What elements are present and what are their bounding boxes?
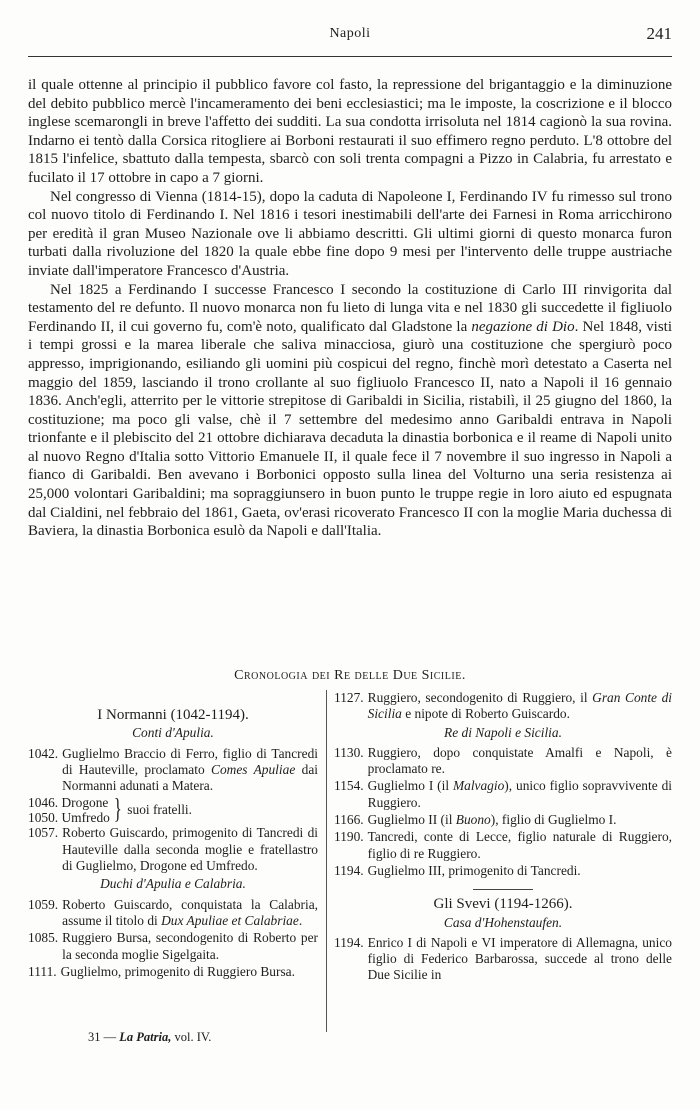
entry-year: 1059.	[28, 896, 59, 912]
entry-text: Roberto Guiscardo, primogenito di Tancredi di Hauteville dalla seconda moglie e fratellastro di Guglielmo, Drogone ed Umfredo.	[62, 825, 318, 874]
entry-text-b: e nipote di Roberto Guiscardo.	[401, 706, 570, 722]
section-heading-normanni: I Normanni (1042-1194).	[97, 707, 249, 723]
entry-1059	[28, 897, 318, 930]
paragraph-1: il quale ottenne al principio il pubblico favore col fasto, la repressione del brigantaggio e la diminuzione del debito pubblico mercè l'incameramento dei beni ecclesiastici; ma le imposte, la coscrizione e il blocco inglese scemarongli in breve l'affetto dei sudditi. La sua condotta irrisoluta nel 1814 cagionò la sua rovina. Indarno ei tentò dalla Corsica ritogliere ai Borboni restaurati il suo effimero regno perduto. L'8 ottobre del 1815 l'infelice, sbattuto dalla tempesta, sbarcò con soli trenta compagni a Pizzo in Calabria, fu arrestato e fucilato il 17 ottobre in capo a 7 giorni.	[28, 77, 672, 186]
entry-text: Guglielmo, primogenito di Ruggiero Bursa.	[60, 963, 295, 979]
entry-1194a	[334, 863, 672, 879]
entry-text-b: ), figlio di Guglielmo I.	[490, 812, 617, 828]
entry-1050	[28, 810, 110, 825]
chronology-title: Cronologia dei Re delle Due Sicilie.	[234, 668, 466, 683]
entry-year: 1127.	[334, 690, 364, 705]
entry-text: suoi fratelli.	[127, 802, 193, 818]
entry-italic: Dux Apuliae et Calabriae	[161, 912, 299, 928]
entry-text: Ruggiero, dopo conquistate Amalfi e Napoli, è proclamato re.	[367, 744, 672, 777]
paragraph-3-text-a: Nel 1825 a Ferdinando I successe Francesco I secondo la costituzione di Carlo III rinvigorita dal testamento del re defunto. Il nuovo monarca non fu lieto di lunga vita e nel 1830 gli succedette il figliuolo Ferdinando II, il cui governo fu, com'è noto, qualificato dal Gladstone la	[28, 281, 672, 335]
entry-text	[364, 812, 672, 828]
entry-1190	[334, 829, 672, 862]
entry-italic: Comes Apuliae	[211, 761, 296, 777]
subheading-hohenstaufen: Casa d'Hohenstaufen.	[443, 914, 563, 930]
entry-text-a: Roberto Guiscardo, conquistata la Calabria, assume il titolo di	[62, 896, 318, 928]
entry-text-a: Guglielmo II (il	[367, 812, 456, 828]
entry-year: 1085.	[28, 930, 59, 946]
entry-text-a: Guglielmo I (il	[367, 778, 453, 794]
entry-italic: Buono	[455, 812, 491, 828]
paragraph-2: Nel congresso di Vienna (1814-15), dopo la caduta di Napoleone I, Ferdinando IV fu rimesso sul trono col nuovo titolo di Ferdinando I. Nel 1816 i tesori inestimabili dell'arte dei Farnesi in Roma arricchirono per eredità il gran Museo Nazionale ove li abbiamo descritti. Gli ultimi giorni di questo monarca furon turbati dalla rivoluzione del 1820 la quale ebbe fine dopo 9 mesi per l'intervento delle truppe austriache inviate dall'imperatore Francesco d'Austria.	[28, 188, 672, 279]
column-divider	[326, 690, 327, 1032]
volume-number: vol. IV.	[174, 1030, 212, 1044]
subheading-conti: Conti d'Apulia.	[132, 725, 214, 741]
main-text	[28, 76, 672, 541]
entry-italic: Malvagio	[452, 778, 505, 794]
entry-1130	[334, 745, 672, 778]
entry-year: 1130.	[334, 744, 364, 760]
entry-text-b: ), unico figlio sopravvivente di Ruggiero.	[367, 778, 672, 810]
entry-year: 1194.	[334, 934, 364, 950]
entry-1046	[28, 795, 110, 810]
entry-1194b	[334, 935, 672, 984]
entry-year: 1111.	[28, 963, 57, 979]
entry-year: 1042.	[28, 745, 59, 761]
entry-text	[364, 778, 672, 811]
right-column	[334, 690, 672, 985]
entry-text: Guglielmo III, primogenito di Tancredi.	[367, 862, 581, 878]
page-header	[28, 22, 672, 57]
entry-text-b: dai Normanni adunati a Matera.	[62, 761, 318, 794]
entry-year: 1190.	[334, 829, 364, 845]
page-footer	[88, 1030, 211, 1045]
entry-text: Tancredi, conte di Lecce, figlio naturale di Ruggiero, figlio di re Ruggiero.	[367, 829, 672, 861]
section-heading-svevi: Gli Svevi (1194-1266).	[433, 896, 573, 913]
entry-1127	[334, 690, 672, 723]
entry-text	[364, 690, 672, 723]
entry-1042	[28, 746, 318, 795]
paragraph-3	[28, 281, 672, 541]
entry-year: 1050.	[28, 810, 59, 826]
entry-1111	[28, 964, 318, 980]
entry-text	[58, 746, 318, 795]
entry-1046-1050	[28, 795, 318, 825]
entry-text-a: Ruggiero, secondogenito di Ruggiero, il	[367, 690, 593, 705]
subheading-re: Re di Napoli e Sicilia.	[444, 724, 562, 740]
entry-text-b: .	[298, 912, 303, 928]
entry-1057	[28, 825, 318, 874]
entry-1166	[334, 812, 672, 828]
entry-text: Enrico I di Napoli e VI imperatore di Allemagna, unico figlio di Federico Barbarossa, succede al trono delle Due Sicilie in	[367, 934, 672, 983]
entry-text	[58, 897, 318, 930]
subheading-duchi: Duchi d'Apulia e Calabria.	[100, 876, 246, 892]
signature-mark: 31 —	[88, 1030, 117, 1044]
magazine-title: La Patria,	[119, 1030, 172, 1044]
entry-year: 1057.	[28, 825, 59, 841]
entry-text: Ruggiero Bursa, secondogenito di Roberto per la seconda moglie Sigelgaita.	[62, 930, 318, 962]
entry-year: 1046.	[28, 795, 59, 811]
entry-year: 1154.	[334, 778, 364, 794]
paragraph-3-text-b: . Nel 1848, visti i tempi grossi e la marea liberale che saliva minacciosa, giurò una costituzione che spergiurò poco appresso, imprigionando, esiliando gli uomini più cospicui del regno, finchè morì detestato a Caserta nel maggio del 1859, lasciando il trono crollante al suo figliuolo Francesco II, nato a Napoli il 16 gennaio 1836. Anch'egli, atterrito per le vittorie strepitose di Garibaldi in Sicilia, ristabilì, il 25 giugno del 1860, la costituzione; ma poco gli valse, chè il 7 settembre del medesimo anno Garibaldi entrava in Napoli trionfante e il plebiscito del 21 ottobre dichiarava decaduta la dinastia borbonica e il reame di Napoli unito al nuovo Regno d'Italia sotto Vittorio Emanuele II, il quale fece il 7 novembre il suo ingresso in Napoli a fianco di Garibaldi. Ben avevano i Borbonici opposto sulla linea del Volturno una seria resistenza ai 25,000 volontari Garibaldini; ma sopraggiunsero in buon punto le truppe regie in loro aiuto ed espugnata dal Cialdini, nel febbraio del 1861, Gaeta, ov'erasi ricoverato Francesco II con la moglie Maria duchessa di Baviera, la dinastia Borbonica esulò da Napoli e dall'Italia.	[28, 318, 672, 540]
entry-1154	[334, 778, 672, 811]
entry-name: Drogone	[61, 795, 109, 811]
entry-italic: Gran Conte di Sicilia	[367, 690, 673, 722]
entry-name: Umfredo	[61, 810, 110, 826]
entry-1085	[28, 930, 318, 963]
paragraph-3-italic: negazione di Dio	[471, 318, 575, 335]
entry-year: 1194.	[334, 862, 364, 878]
page-number: 241	[646, 24, 672, 43]
left-column	[28, 702, 318, 981]
brace-lines	[28, 795, 110, 825]
entry-text-a: Guglielmo Braccio di Ferro, figlio di Tancredi di Hauteville, proclamato	[62, 745, 318, 777]
entry-year: 1166.	[334, 812, 364, 828]
curly-brace-icon: }	[113, 794, 122, 826]
running-title: Napoli	[329, 26, 371, 41]
section-separator	[473, 889, 533, 890]
